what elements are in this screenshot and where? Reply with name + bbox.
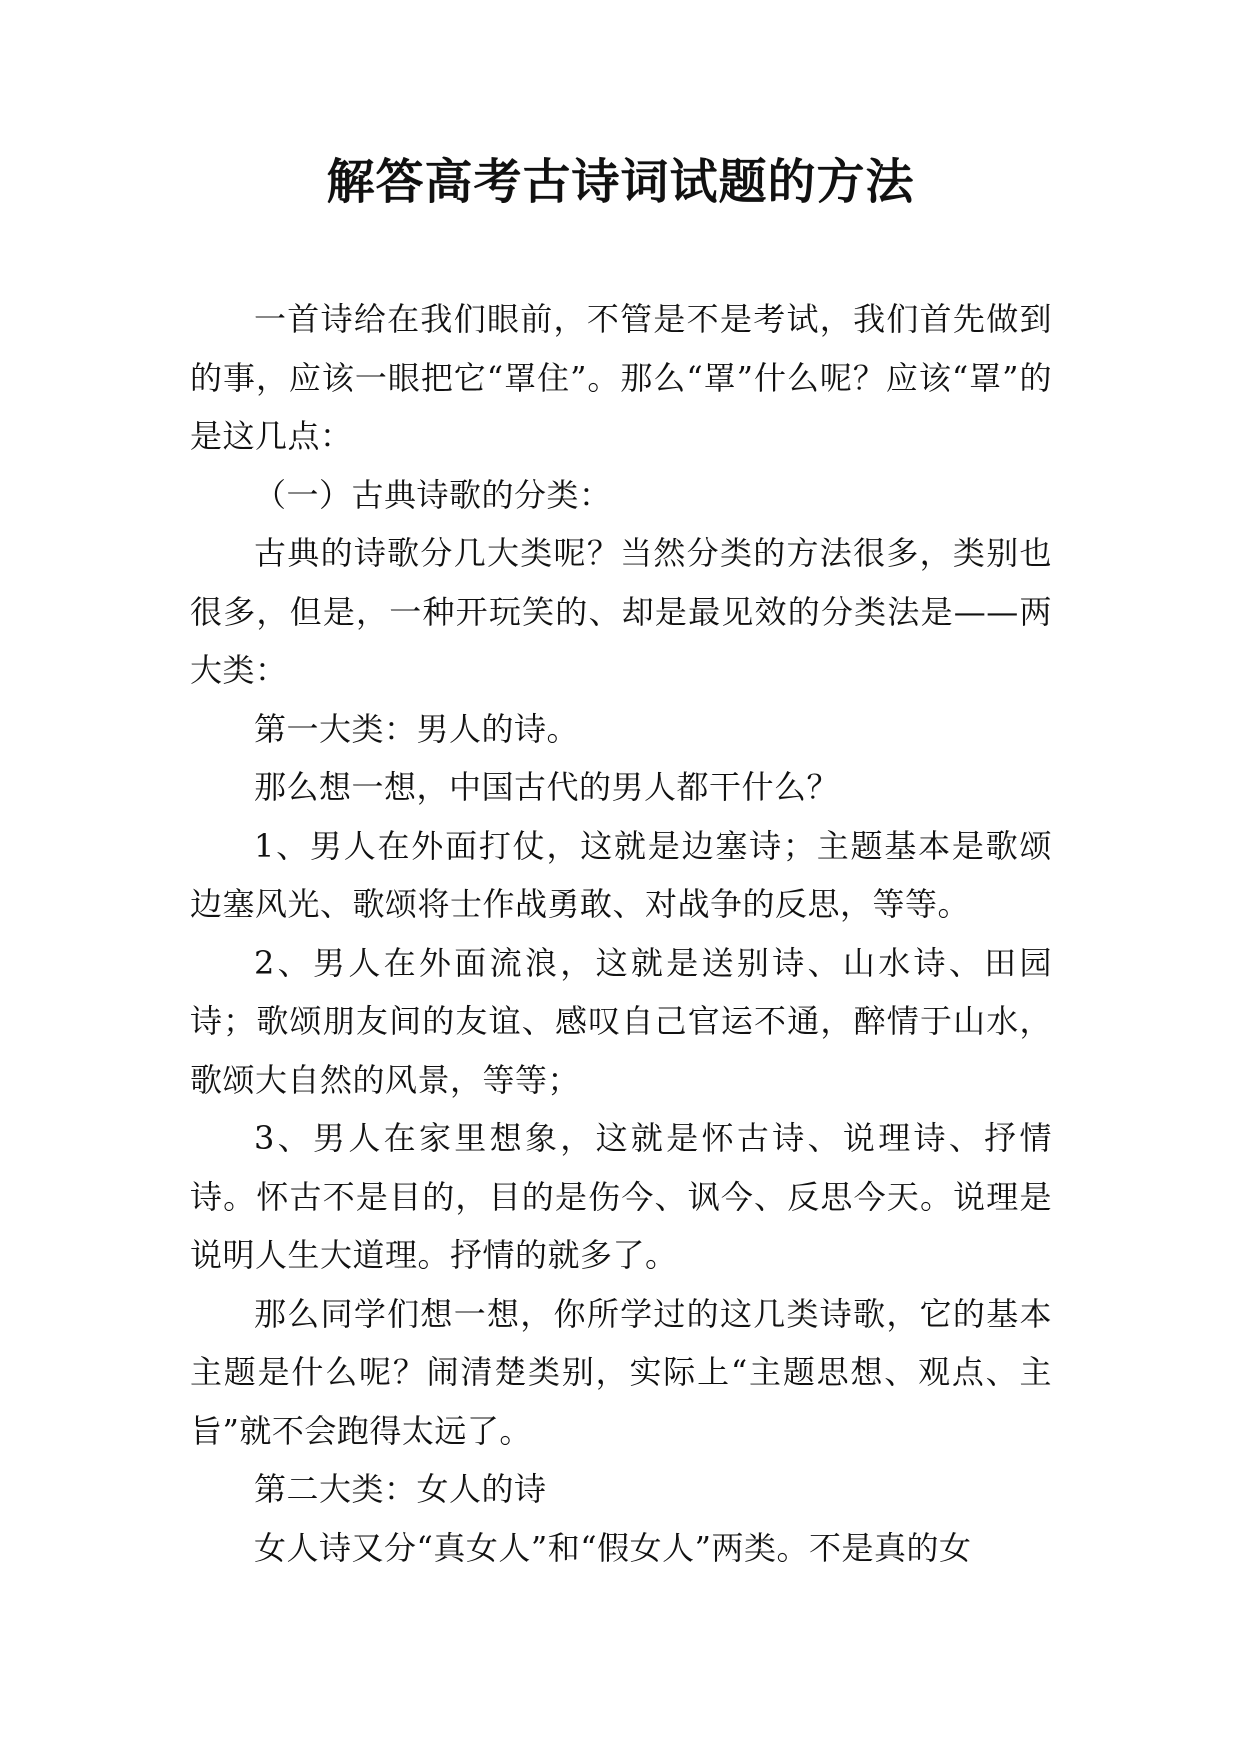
paragraph-question-men: 那么想一想，中国古代的男人都干什么？: [254, 768, 840, 806]
category-heading-men: 第一大类：男人的诗。: [254, 709, 580, 748]
paragraph-intro: 一首诗给在我们眼前，不管是不是考试，我们首先做到的事，应该一眼把它“罩住”。那么“罩”什么呢？应该“罩”的是这几点：: [190, 300, 1052, 455]
list-item-frontier: 1、男人在外面打仗，这就是边塞诗；主题基本是歌颂边塞风光、歌颂将士作战勇敢、对战争的反思，等等。: [190, 826, 1052, 923]
section-heading-classification: （一）古典诗歌的分类：: [254, 475, 612, 514]
category-heading-women: 第二大类：女人的诗: [254, 1470, 547, 1508]
document-title: 解答高考古诗词试题的方法: [326, 154, 915, 210]
list-item-home: 3、男人在家里想象，这就是怀古诗、说理诗、抒情诗。怀古不是目的，目的是伤今、讽今、反思今天。说理是说明人生大道理。抒情的就多了。: [190, 1119, 1052, 1274]
paragraph-classification: 古典的诗歌分几大类呢？当然分类的方法很多，类别也很多，但是，一种开玩笑的、却是最见效的分类法是——两大类：: [190, 534, 1052, 689]
paragraph-women-poems: 女人诗又分“真女人”和“假女人”两类。不是真的女: [254, 1528, 972, 1567]
list-item-wandering: 2、男人在外面流浪，这就是送别诗、山水诗、田园诗；歌颂朋友间的友谊、感叹自己官运不通，醉情于山水，歌颂大自然的风景，等等；: [190, 943, 1052, 1099]
paragraph-theme-question: 那么同学们想一想，你所学过的这几类诗歌，它的基本主题是什么呢？闹清楚类别，实际上“主题思想、观点、主旨”就不会跑得太远了。: [190, 1294, 1052, 1450]
document-body: [190, 290, 1052, 1577]
